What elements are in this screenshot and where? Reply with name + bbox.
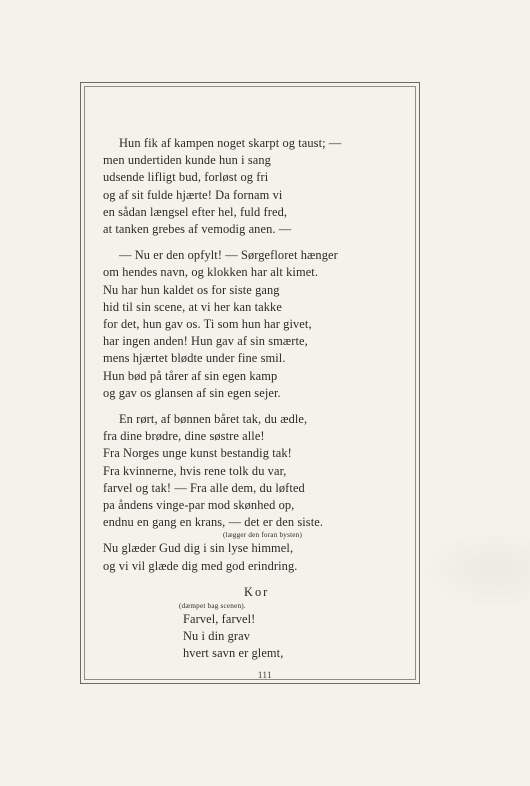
kor-section [103,584,403,663]
poem-line: farvel og tak! — Fra alle dem, du løfted [103,480,305,495]
page-number: 111 [257,670,273,680]
poem-line: om hendes navn, og klokken har alt kimet. [103,265,319,280]
poem-line: har ingen anden! Hun gav af sin smærte, [103,334,308,349]
stage-direction: (lægger den foran bysten) [223,531,303,540]
poem-line: mens hjærtet blødte under fine smil. [103,351,286,366]
kor-line: hvert savn er glemt, [183,646,284,661]
poem-line: og gav os glansen af sin egen sejer. [103,385,281,400]
poem-line: Hun bød på tårer af sin egen kamp [103,368,278,383]
poem-line: hid til sin scene, at vi her kan takke [103,299,282,314]
poem-line: udsende lifligt bud, forløst og fri [103,170,269,185]
poem-line: En rørt, af bønnen båret tak, du ædle, [119,412,308,427]
kor-heading: Kor [244,584,270,599]
poem-line: en sådan længsel efter hel, fuld fred, [103,204,288,219]
poem-line: endnu en gang en krans, — det er den siste. [103,515,324,530]
poem-line: Nu har hun kaldet os for siste gang [103,282,280,297]
poem-line: Fra kvinnerne, hvis rene tolk du var, [103,463,287,478]
poem-line: Hun fik af kampen noget skarpt og taust; — [119,136,342,150]
poem-line: for det, hun gav os. Ti som hun har givet, [103,317,312,332]
poem-line: Fra Norges unge kunst bestandig tak! [103,446,292,461]
poem-line: Nu glæder Gud dig i sin lyse himmel, [103,541,294,556]
stanza-3 [103,411,403,575]
poem-line: og vi vil glæde dig med god erindring. [103,558,298,573]
kor-line: Farvel, farvel! [183,612,256,627]
stanza-2 [103,247,403,402]
kor-stage-direction: (dæmpet bag scenen). [179,602,246,611]
poem-line: og af sit fulde hjærte! Da fornam vi [103,187,283,202]
poem-text [103,135,403,672]
bleed-through-shadow [420,530,530,610]
stanza-1 [103,135,403,238]
poem-line: pa åndens vinge-par mod skønhed op, [103,498,295,513]
kor-line: Nu i din grav [183,629,251,644]
poem-line: — Nu er den opfylt! — Sørgefloret hænger [119,248,338,263]
poem-line: fra dine brødre, dine søstre alle! [103,429,265,444]
poem-line: men undertiden kunde hun i sang [103,153,271,168]
poem-line: at tanken grebes af vemodig anen. — [103,222,292,237]
